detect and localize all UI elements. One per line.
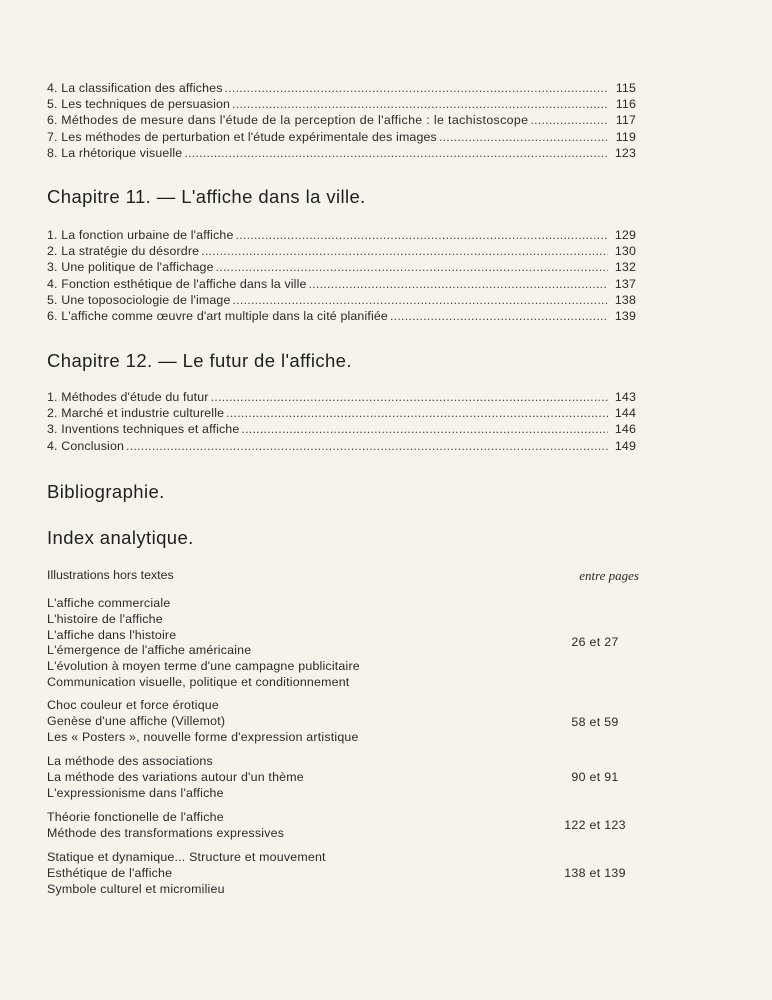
- illustration-pages: 26 et 27: [571, 635, 619, 649]
- entry-title: Méthodes d'étude du futur: [61, 390, 209, 404]
- entry-page: 119: [615, 129, 636, 144]
- entry-page: 129: [614, 228, 636, 242]
- toc-entry: [47, 389, 636, 405]
- entry-title: La stratégie du désordre: [61, 244, 200, 259]
- entry-number: 6.: [47, 308, 58, 323]
- illustration-title: L'histoire de l'affiche: [47, 611, 163, 626]
- dot-leader: [241, 421, 608, 437]
- illustration-title: L'émergence de l'affiche américaine: [47, 643, 252, 658]
- dot-leader: [184, 145, 608, 161]
- illustration-group: [47, 810, 639, 842]
- entry-number: 4.: [47, 438, 58, 453]
- entry-title: Méthodes de mesure dans l'étude de la perception de l'affiche : le tachistoscope: [61, 113, 529, 128]
- illustration-title: Esthétique de l'affiche: [47, 865, 173, 880]
- entry-number: 6.: [47, 113, 58, 128]
- illustration-pages: 122 et 123: [564, 818, 626, 832]
- illustration-title: Théorie fonctionelle de l'affiche: [47, 810, 224, 824]
- toc-entry: [47, 243, 636, 259]
- illustration-group: [47, 596, 639, 691]
- toc-entry: [47, 129, 636, 145]
- chapter-12-heading: Chapitre 12. — Le futur de l'affiche.: [47, 350, 352, 371]
- entry-page: 115: [615, 81, 636, 95]
- entry-number: 2.: [47, 244, 58, 259]
- illustration-group: [47, 850, 639, 897]
- entry-page: 137: [614, 276, 636, 291]
- illustration-title: L'évolution à moyen terme d'une campagne publicitaire: [47, 659, 360, 674]
- entry-number: 1.: [47, 228, 58, 242]
- toc-entry: [47, 96, 636, 112]
- toc-entry: [47, 276, 636, 292]
- illustration-title: Communication visuelle, politique et conditionnement: [47, 674, 350, 689]
- illustration-pages: 138 et 139: [564, 866, 626, 880]
- entry-page: 117: [615, 113, 636, 128]
- toc-entry: [47, 259, 636, 275]
- toc-entry: [47, 421, 636, 437]
- entry-number: 5.: [47, 292, 58, 307]
- entry-number: 3.: [47, 422, 58, 437]
- bibliography-heading: Bibliographie.: [47, 481, 165, 502]
- dot-leader: [530, 112, 608, 128]
- illustration-title: L'affiche commerciale: [47, 596, 171, 610]
- illustration-title: Choc couleur et force érotique: [47, 698, 219, 712]
- entry-title: La fonction urbaine de l'affiche: [61, 228, 234, 242]
- toc-entry: [47, 227, 636, 243]
- entry-title: Inventions techniques et affiche: [61, 422, 240, 437]
- illustration-title: Statique et dynamique... Structure et mouvement: [47, 850, 326, 864]
- entry-page: 146: [614, 422, 636, 437]
- entry-page: 149: [614, 438, 636, 453]
- dot-leader: [126, 438, 608, 454]
- entry-page: 139: [614, 308, 636, 323]
- entry-title: La rhétorique visuelle: [61, 145, 183, 160]
- entry-number: 2.: [47, 406, 58, 421]
- illustration-title: L'affiche dans l'histoire: [47, 627, 177, 642]
- toc-chapter-12: [47, 389, 636, 454]
- entry-page: 132: [614, 260, 636, 275]
- toc-top: [47, 80, 636, 161]
- toc-entry: [47, 308, 636, 324]
- entry-number: 7.: [47, 129, 58, 144]
- illustration-title: Genèse d'une affiche (Villemot): [47, 713, 226, 728]
- toc-entry: [47, 80, 636, 96]
- dot-leader: [201, 243, 608, 259]
- entry-page: 143: [614, 390, 636, 404]
- dot-leader: [226, 405, 608, 421]
- entry-number: 4.: [47, 276, 58, 291]
- entry-title: Une politique de l'affichage: [61, 260, 214, 275]
- entry-title: Conclusion: [61, 438, 125, 453]
- entry-title: L'affiche comme œuvre d'art multiple dans la cité planifiée: [61, 308, 388, 323]
- entry-page: 138: [614, 292, 636, 307]
- illustrations-header-left: Illustrations hors textes: [47, 568, 174, 582]
- entry-title: La classification des affiches: [61, 81, 223, 95]
- toc-entry: [47, 405, 636, 421]
- illustration-title: Les « Posters », nouvelle forme d'expression artistique: [47, 729, 359, 744]
- illustration-title: Symbole culturel et micromilieu: [47, 881, 225, 896]
- illustration-title: L'expressionisme dans l'affiche: [47, 785, 224, 800]
- entry-number: 3.: [47, 260, 58, 275]
- toc-entry: [47, 292, 636, 308]
- entry-number: 5.: [47, 97, 58, 112]
- dot-leader: [216, 259, 608, 275]
- toc-entry: [47, 112, 636, 128]
- entry-title: Les techniques de persuasion: [61, 97, 231, 112]
- entry-title: Fonction esthétique de l'affiche dans la ville: [61, 276, 307, 291]
- dot-leader: [236, 227, 608, 243]
- illustration-pages: 58 et 59: [571, 715, 619, 729]
- dot-leader: [232, 96, 608, 112]
- dot-leader: [439, 129, 608, 145]
- dot-leader: [211, 389, 608, 405]
- toc-entry: [47, 145, 636, 161]
- entry-number: 4.: [47, 81, 58, 95]
- illustrations-header: [47, 568, 639, 584]
- dot-leader: [233, 292, 608, 308]
- toc-chapter-11: [47, 227, 636, 324]
- illustration-title: La méthode des associations: [47, 754, 213, 768]
- illustration-group: [47, 698, 639, 745]
- illustration-pages: 90 et 91: [571, 770, 619, 784]
- chapter-11-heading: Chapitre 11. — L'affiche dans la ville.: [47, 186, 366, 207]
- illustration-title: Méthode des transformations expressives: [47, 825, 285, 840]
- entry-title: Marché et industrie culturelle: [61, 406, 225, 421]
- toc-entry: [47, 438, 636, 454]
- entry-page: 144: [614, 406, 636, 421]
- index-heading: Index analytique.: [47, 527, 194, 548]
- entry-page: 123: [614, 145, 636, 160]
- entry-title: Une toposociologie de l'image: [61, 292, 231, 307]
- dot-leader: [390, 308, 608, 324]
- illustrations-header-right: entre pages: [579, 568, 639, 583]
- entry-number: 8.: [47, 145, 58, 160]
- entry-title: Les méthodes de perturbation et l'étude expérimentale des images: [61, 129, 437, 144]
- entry-number: 1.: [47, 390, 58, 404]
- entry-page: 116: [615, 97, 636, 112]
- entry-page: 130: [614, 244, 636, 259]
- illustration-title: La méthode des variations autour d'un thème: [47, 769, 304, 784]
- dot-leader: [225, 80, 608, 96]
- dot-leader: [309, 276, 608, 292]
- illustration-group: [47, 754, 639, 801]
